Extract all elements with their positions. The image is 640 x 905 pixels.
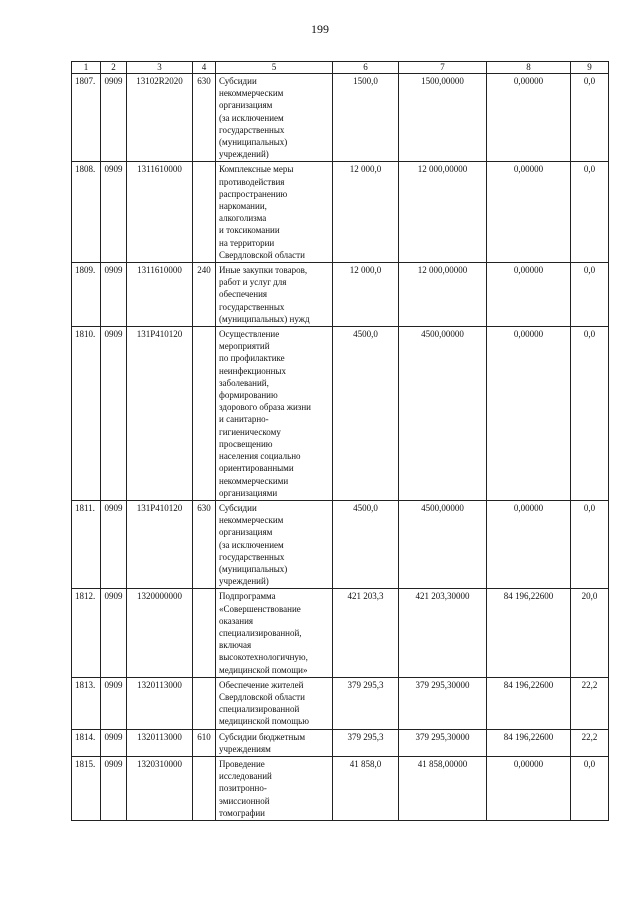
planned-amount: 1500,0 bbox=[333, 74, 399, 162]
item-name: Субсидии бюджетным учреждениям bbox=[216, 729, 333, 756]
expense-type-code: 630 bbox=[193, 74, 216, 162]
table-row bbox=[72, 327, 609, 501]
item-name: Комплексные меры противодействия распространению наркомании, алкоголизма и токсикомании на территории Свердловской области bbox=[216, 162, 333, 263]
target-article-code: 13102R2020 bbox=[127, 74, 193, 162]
execution-percent: 0,0 bbox=[571, 74, 609, 162]
execution-percent: 0,0 bbox=[571, 263, 609, 327]
column-header: 4 bbox=[193, 62, 216, 74]
expense-type-code bbox=[193, 677, 216, 729]
row-number: 1813. bbox=[72, 677, 101, 729]
column-header: 8 bbox=[487, 62, 571, 74]
adjusted-amount: 379 295,30000 bbox=[399, 729, 487, 756]
executed-amount: 84 196,22600 bbox=[487, 677, 571, 729]
planned-amount: 12 000,0 bbox=[333, 162, 399, 263]
column-header: 2 bbox=[101, 62, 127, 74]
item-name: Подпрограмма «Совершенствование оказания специализированной, включая высокотехнологичную, медицинской помощи» bbox=[216, 589, 333, 677]
target-article-code: 1311610000 bbox=[127, 263, 193, 327]
table-row bbox=[72, 74, 609, 162]
adjusted-amount: 4500,00000 bbox=[399, 500, 487, 588]
table-row bbox=[72, 756, 609, 820]
table-row bbox=[72, 729, 609, 756]
executed-amount: 0,00000 bbox=[487, 327, 571, 501]
planned-amount: 4500,0 bbox=[333, 500, 399, 588]
expense-type-code: 610 bbox=[193, 729, 216, 756]
executed-amount: 84 196,22600 bbox=[487, 729, 571, 756]
planned-amount: 41 858,0 bbox=[333, 756, 399, 820]
adjusted-amount: 421 203,30000 bbox=[399, 589, 487, 677]
executed-amount: 0,00000 bbox=[487, 162, 571, 263]
expense-type-code bbox=[193, 327, 216, 501]
column-header: 6 bbox=[333, 62, 399, 74]
execution-percent: 0,0 bbox=[571, 327, 609, 501]
row-number: 1807. bbox=[72, 74, 101, 162]
expense-type-code bbox=[193, 162, 216, 263]
expense-type-code bbox=[193, 756, 216, 820]
execution-percent: 22,2 bbox=[571, 729, 609, 756]
row-number: 1814. bbox=[72, 729, 101, 756]
item-name: Обеспечение жителей Свердловской области специализированной медицинской помощью bbox=[216, 677, 333, 729]
column-header: 3 bbox=[127, 62, 193, 74]
executed-amount: 0,00000 bbox=[487, 263, 571, 327]
execution-percent: 0,0 bbox=[571, 756, 609, 820]
table-row bbox=[72, 500, 609, 588]
section-code: 0909 bbox=[101, 589, 127, 677]
executed-amount: 0,00000 bbox=[487, 500, 571, 588]
row-number: 1810. bbox=[72, 327, 101, 501]
executed-amount: 0,00000 bbox=[487, 756, 571, 820]
adjusted-amount: 12 000,00000 bbox=[399, 263, 487, 327]
row-number: 1815. bbox=[72, 756, 101, 820]
row-number: 1811. bbox=[72, 500, 101, 588]
execution-percent: 0,0 bbox=[571, 162, 609, 263]
adjusted-amount: 41 858,00000 bbox=[399, 756, 487, 820]
column-header: 1 bbox=[72, 62, 101, 74]
target-article-code: 131P410120 bbox=[127, 500, 193, 588]
table-row bbox=[72, 263, 609, 327]
header-row bbox=[72, 62, 609, 74]
section-code: 0909 bbox=[101, 327, 127, 501]
execution-percent: 20,0 bbox=[571, 589, 609, 677]
item-name: Проведение исследований позитронно- эмиссионной томографии bbox=[216, 756, 333, 820]
row-number: 1808. bbox=[72, 162, 101, 263]
item-name: Иные закупки товаров, работ и услуг для обеспечения государственных (муниципальных) нужд bbox=[216, 263, 333, 327]
adjusted-amount: 379 295,30000 bbox=[399, 677, 487, 729]
target-article-code: 1311610000 bbox=[127, 162, 193, 263]
adjusted-amount: 12 000,00000 bbox=[399, 162, 487, 263]
execution-percent: 22,2 bbox=[571, 677, 609, 729]
target-article-code: 131P410120 bbox=[127, 327, 193, 501]
target-article-code: 1320113000 bbox=[127, 729, 193, 756]
section-code: 0909 bbox=[101, 756, 127, 820]
section-code: 0909 bbox=[101, 263, 127, 327]
section-code: 0909 bbox=[101, 74, 127, 162]
planned-amount: 421 203,3 bbox=[333, 589, 399, 677]
planned-amount: 12 000,0 bbox=[333, 263, 399, 327]
planned-amount: 379 295,3 bbox=[333, 677, 399, 729]
budget-table bbox=[71, 61, 609, 821]
section-code: 0909 bbox=[101, 500, 127, 588]
section-code: 0909 bbox=[101, 162, 127, 263]
table-row bbox=[72, 677, 609, 729]
section-code: 0909 bbox=[101, 677, 127, 729]
adjusted-amount: 1500,00000 bbox=[399, 74, 487, 162]
row-number: 1809. bbox=[72, 263, 101, 327]
table-row bbox=[72, 162, 609, 263]
page-number: 199 bbox=[311, 22, 329, 36]
planned-amount: 379 295,3 bbox=[333, 729, 399, 756]
column-header: 5 bbox=[216, 62, 333, 74]
column-header: 7 bbox=[399, 62, 487, 74]
table-row bbox=[72, 589, 609, 677]
executed-amount: 84 196,22600 bbox=[487, 589, 571, 677]
expense-type-code bbox=[193, 589, 216, 677]
table-body bbox=[72, 74, 609, 821]
adjusted-amount: 4500,00000 bbox=[399, 327, 487, 501]
item-name: Субсидии некоммерческим организациям (за исключением государственных (муниципальных) учреждений) bbox=[216, 500, 333, 588]
planned-amount: 4500,0 bbox=[333, 327, 399, 501]
row-number: 1812. bbox=[72, 589, 101, 677]
target-article-code: 1320310000 bbox=[127, 756, 193, 820]
execution-percent: 0,0 bbox=[571, 500, 609, 588]
column-header: 9 bbox=[571, 62, 609, 74]
executed-amount: 0,00000 bbox=[487, 74, 571, 162]
item-name: Осуществление мероприятий по профилактике неинфекционных заболеваний, формированию здорового образа жизни и санитарно- гигиеническому просвещению населения социально ориентированными некоммерческими организациями bbox=[216, 327, 333, 501]
section-code: 0909 bbox=[101, 729, 127, 756]
expense-type-code: 240 bbox=[193, 263, 216, 327]
expense-type-code: 630 bbox=[193, 500, 216, 588]
item-name: Субсидии некоммерческим организациям (за исключением государственных (муниципальных) учреждений) bbox=[216, 74, 333, 162]
target-article-code: 1320000000 bbox=[127, 589, 193, 677]
target-article-code: 1320113000 bbox=[127, 677, 193, 729]
